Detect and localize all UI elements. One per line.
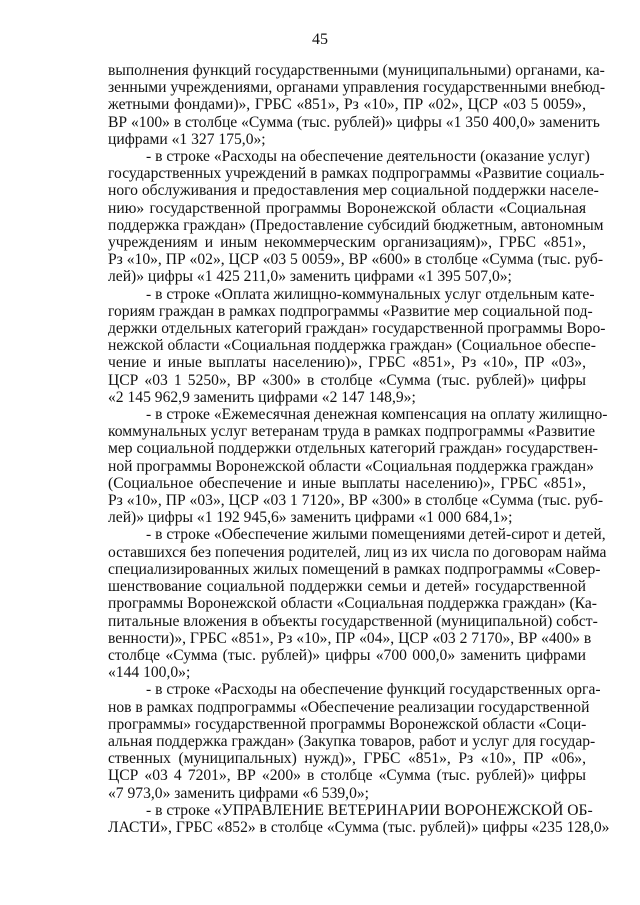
text-line: Рз «10», ПР «03», ЦСР «03 1 7120», ВР «300» в столбце «Сумма (тыс. руб- bbox=[108, 492, 604, 510]
document-body bbox=[108, 62, 610, 836]
paragraph bbox=[108, 148, 605, 286]
text-line: ной программы Воронежской области «Социальная поддержка граждан» bbox=[108, 457, 594, 475]
paragraph bbox=[108, 526, 607, 682]
text-line: цифрами «1 327 175,0»; bbox=[108, 130, 266, 148]
text-line: «2 145 962,9 заменить цифрами «2 147 148,9»; bbox=[108, 388, 416, 406]
text-line: альная поддержка граждан» (Закупка товаров, работ и услуг для государ- bbox=[108, 732, 596, 750]
text-line: чение и иные выплаты населению)», ГРБС «851», Рз «10», ПР «03», bbox=[108, 354, 586, 372]
text-line: нов в рамках подпрограммы «Обеспечение реализации государственной bbox=[108, 698, 590, 716]
text-line: государственных учреждений в рамках подпрограммы «Развитие социаль- bbox=[108, 165, 605, 183]
text-line: - в строке «Оплата жилищно-коммунальных услуг отдельным кате- bbox=[146, 285, 595, 303]
text-line: - в строке «Расходы на обеспечение функций государственных орга- bbox=[146, 681, 601, 699]
text-line: нию» государственной программы Воронежской области «Социальная bbox=[108, 199, 586, 217]
text-line: коммунальных услуг ветеранам труда в рамках подпрограммы «Развитие bbox=[108, 423, 595, 441]
text-line: венности)», ГРБС «851», Рз «10», ПР «04», ЦСР «03 2 7170», ВР «400» в bbox=[108, 629, 592, 647]
text-line: столбце «Сумма (тыс. рублей)» цифры «700 000,0» заменить цифрами bbox=[108, 646, 586, 664]
text-line: держки отдельных категорий граждан» государственной программы Воро- bbox=[108, 320, 606, 338]
text-line: мер социальной поддержки отдельных категорий граждан» государствен- bbox=[108, 440, 598, 458]
text-line: ственных (муниципальных) нужд)», ГРБС «851», Рз «10», ПР «06», bbox=[108, 750, 586, 768]
text-line: Рз «10», ПР «02», ЦСР «03 5 0059», ВР «600» в столбце «Сумма (тыс. руб- bbox=[108, 251, 604, 269]
text-line: жетными фондами)», ГРБС «851», Рз «10», ПР «02», ЦСР «03 5 0059», bbox=[108, 96, 586, 114]
text-line: - в строке «Ежемесячная денежная компенсация на оплату жилищно- bbox=[146, 406, 608, 424]
text-line: ного обслуживания и предоставления мер социальной поддержки населе- bbox=[108, 182, 599, 200]
text-line: питальные вложения в объекты государственной (муниципальной) собст- bbox=[108, 612, 598, 630]
text-line: программы» государственной программы Воронежской области «Соци- bbox=[108, 715, 587, 733]
text-line: учреждениям и иным некоммерческим организациям)», ГРБС «851», bbox=[108, 234, 586, 252]
paragraph bbox=[108, 62, 606, 148]
text-line: - в строке «Обеспечение жилыми помещениями детей-сирот и детей, bbox=[146, 526, 606, 544]
text-line: - в строке «Расходы на обеспечение деятельности (оказание услуг) bbox=[146, 148, 590, 166]
page-number: 45 bbox=[312, 31, 328, 48]
text-line: - в строке «УПРАВЛЕНИЕ ВЕТЕРИНАРИИ ВОРОНЕЖСКОЙ ОБ- bbox=[146, 801, 593, 819]
text-line: лей)» цифры «1 192 945,6» заменить цифрами «1 000 684,1»; bbox=[108, 509, 513, 527]
text-line: гориям граждан в рамках подпрограммы «Развитие мер социальной под- bbox=[108, 302, 593, 320]
text-line: (Социальное обеспечение и иные выплаты населению)», ГРБС «851», bbox=[108, 474, 586, 492]
text-line: ЦСР «03 4 7201», ВР «200» в столбце «Сумма (тыс. рублей)» цифры bbox=[108, 767, 586, 785]
text-line: нежской области «Социальная поддержка граждан» (Социальное обеспе- bbox=[108, 337, 596, 355]
text-line: лей)» цифры «1 425 211,0» заменить цифрами «1 395 507,0»; bbox=[108, 268, 512, 286]
text-line: зенными учреждениями, органами управления государственными внебюд- bbox=[108, 79, 606, 97]
text-line: ЛАСТИ», ГРБС «852» в столбце «Сумма (тыс. рублей)» цифры «235 128,0» bbox=[108, 818, 610, 836]
text-line: «144 100,0»; bbox=[108, 664, 191, 682]
text-line: оставшихся без попечения родителей, лиц из их числа по договорам найма bbox=[108, 543, 607, 561]
text-line: шенствование социальной поддержки семьи и детей» государственной bbox=[108, 578, 586, 596]
text-line: поддержка граждан» (Предоставление субсидий бюджетным, автономным bbox=[108, 216, 604, 234]
text-line: «7 973,0» заменить цифрами «6 539,0»; bbox=[108, 784, 369, 802]
text-line: выполнения функций государственными (муниципальными) органами, ка- bbox=[108, 62, 605, 79]
paragraph bbox=[108, 801, 610, 836]
paragraph bbox=[108, 285, 606, 406]
text-line: ЦСР «03 1 5250», ВР «300» в столбце «Сумма (тыс. рублей)» цифры bbox=[108, 371, 586, 389]
text-line: специализированных жилых помещений в рамках подпрограммы «Совер- bbox=[108, 560, 601, 578]
text-line: ВР «100» в столбце «Сумма (тыс. рублей)» цифры «1 350 400,0» заменить bbox=[108, 113, 600, 131]
paragraph bbox=[108, 681, 601, 802]
text-line: программы Воронежской области «Социальная поддержка граждан» (Ка- bbox=[108, 595, 597, 613]
paragraph bbox=[108, 406, 608, 527]
